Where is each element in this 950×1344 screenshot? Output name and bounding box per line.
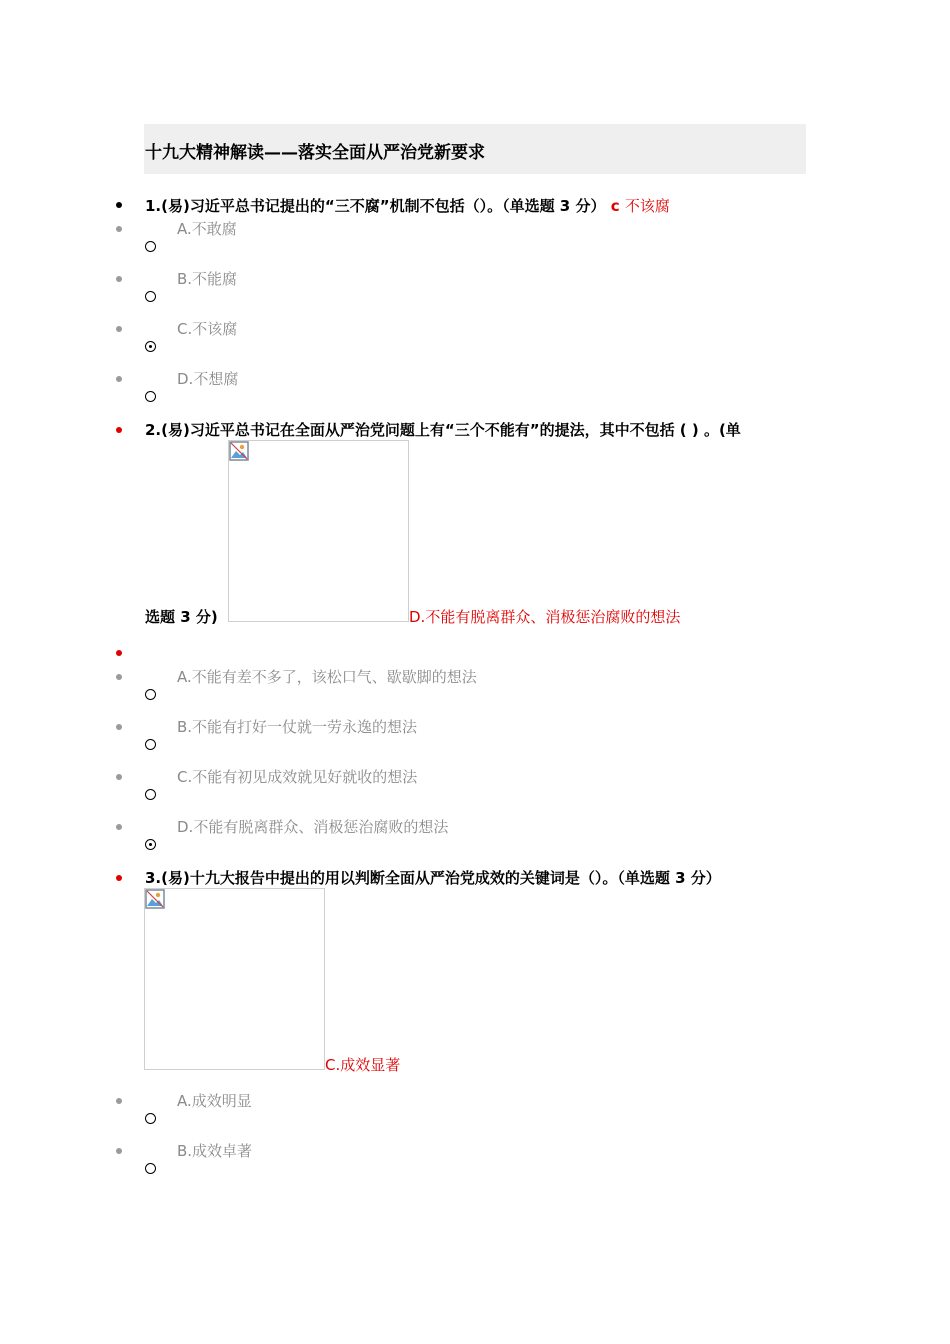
broken-image [228, 440, 409, 622]
broken-image [144, 888, 325, 1070]
question-1-text: 1.(易)习近平总书记提出的“三不腐”机制不包括（）。（单选题 3 分） [145, 197, 606, 215]
option-radio-selected[interactable] [145, 839, 156, 850]
question-1-answer-key: c [610, 197, 620, 215]
option-radio[interactable] [145, 1163, 156, 1174]
question-bullet [116, 875, 122, 881]
option-bullet [116, 376, 122, 382]
empty-bullet [116, 650, 122, 656]
option-label: A.不能有差不多了，该松口气、歇歇脚的想法 [177, 668, 477, 686]
question-bullet [116, 427, 122, 433]
option-radio[interactable] [145, 241, 156, 252]
option-radio[interactable] [145, 291, 156, 302]
option-bullet [116, 674, 122, 680]
question-3-text: 3.(易)十九大报告中提出的用以判断全面从严治党成效的关键词是（）。（单选题 3 分） [145, 869, 721, 887]
broken-image-icon [229, 441, 249, 461]
option-bullet [116, 724, 122, 730]
option-radio-selected[interactable] [145, 341, 156, 352]
option-label: D.不能有脱离群众、消极惩治腐败的想法 [177, 818, 449, 836]
question-2-answer: D.不能有脱离群众、消极惩治腐败的想法 [409, 608, 681, 626]
option-bullet [116, 1098, 122, 1104]
option-label: B.不能腐 [177, 270, 238, 288]
option-radio[interactable] [145, 739, 156, 750]
page-title: 十九大精神解读——落实全面从严治党新要求 [145, 143, 485, 163]
question-3-answer: C.成效显著 [325, 1056, 401, 1074]
option-bullet [116, 824, 122, 830]
option-radio[interactable] [145, 689, 156, 700]
option-bullet [116, 1148, 122, 1154]
question-1-answer: 不该腐 [624, 197, 670, 215]
question-2-text-line2: 选题 3 分) [145, 608, 218, 626]
option-radio[interactable] [145, 391, 156, 402]
option-bullet [116, 326, 122, 332]
option-label: B.不能有打好一仗就一劳永逸的想法 [177, 718, 418, 736]
option-label: A.不敢腐 [177, 220, 237, 238]
question-bullet [116, 202, 122, 208]
option-label: C.不能有初见成效就见好就收的想法 [177, 768, 418, 786]
option-label: A.成效明显 [177, 1092, 252, 1110]
option-bullet [116, 226, 122, 232]
option-bullet [116, 774, 122, 780]
option-radio[interactable] [145, 1113, 156, 1124]
option-label: D.不想腐 [177, 370, 239, 388]
question-1 [145, 195, 670, 216]
question-2-text-line1: 2.(易)习近平总书记在全面从严治党问题上有“三个不能有”的提法，其中不包括 ( ) 。(单 [145, 421, 741, 439]
option-bullet [116, 276, 122, 282]
option-label: C.不该腐 [177, 320, 238, 338]
broken-image-icon [145, 889, 165, 909]
option-radio[interactable] [145, 789, 156, 800]
option-label: B.成效卓著 [177, 1142, 253, 1160]
